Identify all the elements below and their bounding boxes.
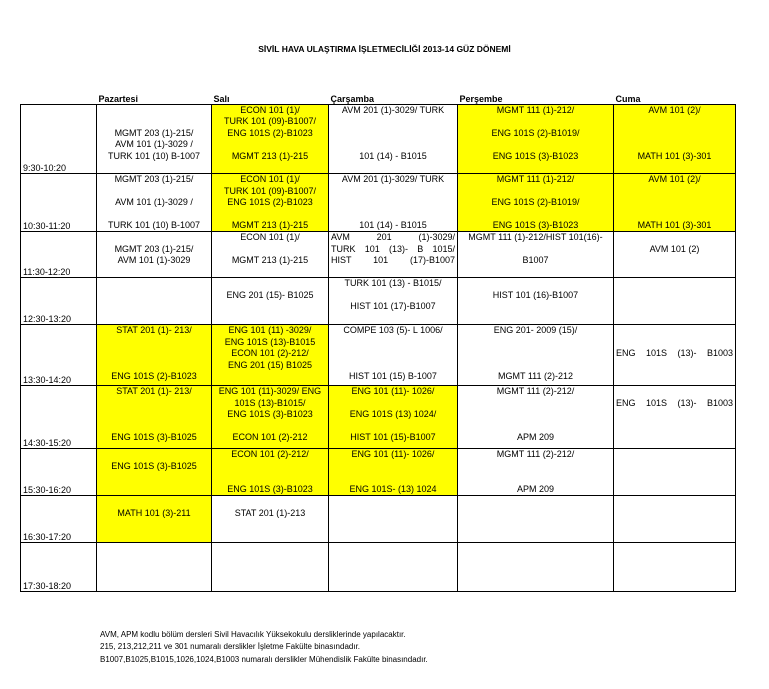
course-cell-wednesday (329, 449, 458, 496)
course-entry: AVM 201 (1)-3029/ (331, 232, 455, 243)
spacer (460, 348, 611, 359)
spacer (99, 105, 209, 116)
course-entry: MGMT 203 (1)-215/ (114, 243, 194, 254)
spacer (616, 290, 733, 301)
course-entry: TURK 101 (10) B-1007 (107, 150, 201, 161)
course-entry: STAT 201 (1)- 213/ (116, 386, 192, 397)
spacer (460, 421, 611, 432)
course-entry: MATH 101 (3)-301 (637, 150, 712, 161)
course-cell-wednesday (329, 325, 458, 386)
course-entry: ENG 101S (3)-B1023 (492, 220, 579, 230)
course-cell-monday (97, 105, 212, 174)
day-header-monday: Pazartesi (98, 94, 139, 104)
course-cell-monday (97, 543, 212, 592)
spacer (99, 337, 209, 348)
spacer (460, 519, 611, 530)
spacer (616, 139, 733, 150)
spacer (99, 531, 209, 542)
course-cell-thursday (458, 449, 614, 496)
spacer (460, 398, 611, 409)
spacer (616, 432, 733, 443)
course-entry: AVM 101 (2)/ (648, 174, 701, 185)
course-entry: AVM 101 (1)-3029 / (115, 197, 193, 208)
spacer (460, 496, 611, 507)
course-entry: ENG 201 (15)- B1025 (226, 289, 314, 300)
course-cell-wednesday (329, 386, 458, 449)
spacer (460, 508, 611, 519)
time-slot-row (21, 174, 736, 232)
time-slot-label: 13:30-14:20 (21, 325, 97, 386)
spacer (99, 313, 209, 324)
day-header-tuesday: Salı (213, 94, 230, 104)
course-entry: ENG 101S (3)-B1023 (227, 483, 313, 494)
spacer (331, 531, 455, 542)
course-cell-wednesday (329, 174, 458, 232)
spacer (99, 543, 209, 554)
course-cell-wednesday (329, 543, 458, 592)
spacer (331, 508, 455, 519)
spacer (99, 278, 209, 289)
course-cell-tuesday (212, 232, 329, 278)
spacer (331, 519, 455, 530)
spacer (99, 186, 209, 197)
spacer (616, 371, 733, 382)
spacer (214, 244, 326, 255)
course-entry: ECON 101 (2)-212/ (231, 449, 309, 460)
course-entry: AVM 101 (1)-3029 / (115, 139, 193, 150)
course-entry: STAT 201 (1)-213 (234, 507, 306, 518)
course-entry: HIST 101 (15) B-1007 (349, 371, 437, 381)
course-entry: HIST 101 (17)-B1007 (350, 301, 436, 312)
spacer (99, 519, 209, 530)
course-entry: TURK 101 (13) - B1015/ (344, 278, 442, 289)
course-entry: APM 209 (516, 483, 555, 494)
course-entry: MATH 101 (3)-301 (637, 219, 712, 230)
schedule-table (20, 94, 736, 592)
course-entry: MGMT 213 (1)-215 (231, 220, 309, 231)
course-entry: HIST 101 (17)-B1007 (331, 255, 455, 266)
time-slot-label: 14:30-15:20 (21, 386, 97, 449)
spacer (616, 409, 733, 420)
spacer (616, 519, 733, 530)
spacer (331, 139, 455, 150)
spacer (214, 278, 326, 289)
spacer (214, 301, 326, 312)
page-title: SİVİL HAVA ULAŞTIRMA İŞLETMECİLİĞİ 2013-14 GÜZ DÖNEMİ (258, 44, 511, 54)
course-entry: STAT 201 (1)- 213/ (116, 325, 192, 336)
course-cell-thursday (458, 232, 614, 278)
spacer (214, 209, 326, 220)
course-entry: MGMT 213 (1)-215 (231, 255, 309, 266)
course-cell-tuesday (212, 325, 329, 386)
spacer (616, 484, 733, 495)
footnotes (100, 629, 428, 666)
course-entry: AVM 101 (1)-3029 (117, 255, 191, 266)
course-entry: ENG 101S (2)-B1023 (227, 127, 313, 138)
course-cell-monday (97, 325, 212, 386)
course-cell-thursday (458, 496, 614, 543)
course-cell-tuesday (212, 386, 329, 449)
course-entry: MGMT 203 (1)-215/ (114, 174, 194, 185)
spacer (99, 484, 209, 495)
spacer (616, 128, 733, 139)
spacer (616, 162, 733, 173)
course-entry: B1007 (522, 255, 549, 266)
course-cell-friday (614, 325, 736, 386)
course-entry: ECON 101 (2)-212/ (231, 348, 309, 359)
course-cell-monday (97, 232, 212, 278)
time-slot-row (21, 278, 736, 325)
course-entry: MATH 101 (3)-211 (117, 507, 191, 518)
spacer (460, 543, 611, 554)
spacer (99, 360, 209, 371)
spacer (99, 348, 209, 359)
spacer (99, 301, 209, 312)
spacer (214, 496, 326, 507)
time-slot-label: 10:30-11:20 (21, 174, 97, 232)
spacer (214, 421, 326, 432)
spacer (331, 197, 455, 208)
spacer (214, 313, 326, 324)
course-entry: AVM 201 (1)-3029/ TURK (341, 105, 445, 115)
time-slot-label: 17:30-18:20 (21, 543, 97, 592)
spacer (331, 472, 455, 483)
spacer (331, 348, 455, 359)
course-cell-thursday (458, 325, 614, 386)
course-entry: ENG 101S (2)-B1023 (227, 197, 313, 208)
time-slot-row (21, 543, 736, 592)
spacer (99, 472, 209, 483)
time-slot-row (21, 496, 736, 543)
spacer (214, 543, 326, 554)
course-entry: ENG 101S (13)- B1003 (616, 348, 733, 359)
course-entry: MGMT 111 (1)-212/ (496, 105, 575, 115)
spacer (99, 421, 209, 432)
spacer (331, 313, 455, 324)
course-entry: MGMT 213 (1)-215 (231, 150, 309, 161)
spacer (460, 244, 611, 255)
spacer (214, 472, 326, 483)
course-entry: ENG 101S (13) 1024/ (349, 409, 437, 420)
course-entry: ENG 101S (13)- B1003 (616, 397, 733, 408)
spacer (99, 209, 209, 220)
spacer (460, 186, 611, 197)
course-entry: 101S (13)-B1015/ (234, 397, 306, 408)
spacer (616, 472, 733, 483)
course-entry: TURK 101 (13)- B 1015/ (331, 243, 455, 254)
spacer (331, 421, 455, 432)
course-entry: 101 (14) - B1015 (359, 150, 427, 161)
spacer (460, 301, 611, 312)
spacer (99, 449, 209, 460)
time-slot-label: 16:30-17:20 (21, 496, 97, 543)
course-cell-monday (97, 278, 212, 325)
course-entry: TURK 101 (09)-B1007/ (223, 116, 317, 127)
course-entry: ENG 101S (13)-B1015 (224, 336, 316, 347)
spacer (616, 197, 733, 208)
spacer (331, 186, 455, 197)
course-cell-monday (97, 449, 212, 496)
course-entry: TURK 101 (10) B-1007 (107, 220, 201, 230)
course-cell-friday (614, 449, 736, 496)
spacer (99, 290, 209, 301)
spacer (460, 313, 611, 324)
day-header-wednesday: Çarşamba (330, 94, 375, 104)
spacer (460, 278, 611, 289)
spacer (616, 449, 733, 460)
course-entry: MGMT 111 (2)-212 (497, 371, 574, 381)
spacer (331, 128, 455, 139)
course-cell-thursday (458, 278, 614, 325)
course-cell-wednesday (329, 232, 458, 278)
course-cell-friday (614, 105, 736, 174)
course-entry: 101 (14) - B1015 (359, 219, 427, 230)
time-slot-label: 15:30-16:20 (21, 449, 97, 496)
spacer (214, 162, 326, 173)
course-entry: ECON 101 (1)/ (240, 232, 300, 243)
spacer (616, 543, 733, 554)
spacer (616, 232, 733, 243)
course-cell-friday (614, 386, 736, 449)
spacer (616, 301, 733, 312)
course-entry: MGMT 111 (1)-212/ (496, 174, 575, 185)
course-entry: MGMT 203 (1)-215/ (114, 127, 194, 138)
course-cell-thursday (458, 174, 614, 232)
spacer (331, 162, 455, 173)
course-entry: AVM 201 (1)-3029/ TURK (341, 174, 445, 185)
course-entry: TURK 101 (09)-B1007/ (223, 185, 317, 196)
spacer (616, 255, 733, 266)
spacer (616, 186, 733, 197)
spacer (331, 209, 455, 220)
spacer (616, 421, 733, 432)
spacer (616, 337, 733, 348)
spacer (99, 162, 209, 173)
course-cell-monday (97, 496, 212, 543)
course-cell-tuesday (212, 449, 329, 496)
spacer (460, 162, 611, 173)
spacer (616, 386, 733, 397)
time-slot-row (21, 325, 736, 386)
course-cell-wednesday (329, 105, 458, 174)
spacer (460, 472, 611, 483)
course-cell-thursday (458, 386, 614, 449)
time-slot-label: 9:30-10:20 (21, 105, 97, 174)
spacer (616, 508, 733, 519)
day-header-thursday: Perşembe (459, 94, 503, 104)
spacer (99, 232, 209, 243)
spacer (214, 519, 326, 530)
course-cell-thursday (458, 543, 614, 592)
course-entry: AVM 101 (2) (649, 243, 700, 254)
spacer (616, 496, 733, 507)
course-entry: ENG 101 (11) -3029/ (228, 325, 312, 336)
spacer (214, 461, 326, 472)
day-header-row (21, 94, 736, 105)
course-cell-friday (614, 174, 736, 232)
course-entry: ENG 101S (3)-B1023 (227, 409, 313, 420)
course-entry: ENG 101S (3)-B1025 (111, 460, 197, 471)
spacer (616, 278, 733, 289)
time-slot-label: 11:30-12:20 (21, 232, 97, 278)
course-entry: ENG 201 (15) B1025 (227, 359, 313, 370)
time-slot-row (21, 449, 736, 496)
spacer (214, 531, 326, 542)
course-entry: ENG 101S (2)-B1019/ (491, 197, 580, 208)
time-slot-row (21, 105, 736, 174)
spacer (460, 337, 611, 348)
course-cell-tuesday (212, 105, 329, 174)
course-cell-monday (97, 386, 212, 449)
course-cell-wednesday (329, 496, 458, 543)
course-entry: ENG 101S (2)-B1019/ (491, 127, 580, 138)
spacer (331, 290, 455, 301)
time-slot-row (21, 386, 736, 449)
course-entry: ENG 201- 2009 (15)/ (493, 325, 578, 336)
course-cell-wednesday (329, 278, 458, 325)
spacer (331, 461, 455, 472)
course-entry: ENG 101 (11)- 1026/ (351, 386, 435, 397)
spacer (616, 325, 733, 336)
course-entry: ENG 101S (2)-B1023 (111, 371, 197, 381)
course-entry: ENG 101 (11)-3029/ ENG (218, 386, 322, 397)
course-cell-monday (97, 174, 212, 232)
spacer (331, 360, 455, 371)
time-slot-label: 12:30-13:20 (21, 278, 97, 325)
spacer (616, 209, 733, 220)
course-cell-tuesday (212, 543, 329, 592)
course-cell-friday (614, 278, 736, 325)
spacer (616, 116, 733, 127)
course-entry: HIST 101 (15)-B1007 (350, 432, 436, 443)
spacer (331, 116, 455, 127)
spacer (331, 337, 455, 348)
course-entry: HIST 101 (16)-B1007 (492, 289, 579, 300)
time-header (21, 94, 97, 105)
course-cell-friday (614, 496, 736, 543)
course-cell-friday (614, 543, 736, 592)
course-entry: ENG 101S (3)-B1025 (111, 432, 197, 442)
spacer (460, 116, 611, 127)
course-entry: ECON 101 (1)/ (240, 105, 300, 115)
course-entry: ECON 101 (1)/ (240, 174, 300, 185)
spacer (99, 496, 209, 507)
course-entry: ENG 101S- (13) 1024 (349, 483, 437, 494)
spacer (99, 398, 209, 409)
spacer (616, 313, 733, 324)
spacer (460, 531, 611, 542)
spacer (460, 209, 611, 220)
course-entry: ECON 101 (2)-212 (232, 432, 308, 443)
course-entry: ENG 101S (3)-B1023 (492, 150, 579, 161)
spacer (460, 461, 611, 472)
spacer (214, 139, 326, 150)
spacer (99, 116, 209, 127)
day-header-friday: Cuma (615, 94, 641, 104)
course-entry: COMPE 103 (5)- L 1006/ (343, 325, 443, 336)
footnote-line: 215, 213,212,211 ve 301 numaralı derslikler İşletme Fakülte binasındadır. (100, 642, 361, 652)
course-entry: ENG 101 (11)- 1026/ (351, 449, 435, 460)
course-entry: APM 209 (516, 432, 555, 442)
course-entry: MGMT 111 (1)-212/HIST 101(16)- (468, 232, 603, 243)
spacer (99, 409, 209, 420)
spacer (460, 360, 611, 371)
course-cell-thursday (458, 105, 614, 174)
spacer (460, 139, 611, 150)
spacer (616, 461, 733, 472)
course-cell-friday (614, 232, 736, 278)
time-slot-row (21, 232, 736, 278)
course-entry: AVM 101 (2)/ (648, 105, 701, 115)
footnote-line: AVM, APM kodlu bölüm dersleri Sivil Havacılık Yüksekokulu dersliklerinde yapılacaktır. (100, 630, 406, 639)
spacer (460, 409, 611, 420)
course-cell-tuesday (212, 174, 329, 232)
spacer (616, 360, 733, 371)
course-cell-tuesday (212, 278, 329, 325)
spacer (331, 398, 455, 409)
spacer (331, 496, 455, 507)
spacer (616, 531, 733, 542)
course-cell-tuesday (212, 496, 329, 543)
spacer (331, 543, 455, 554)
course-entry: MGMT 111 (2)-212/ (496, 449, 575, 460)
footnote-line: B1007,B1025,B1015,1026,1024,B1003 numaralı derslikler Mühendislik Fakülte binasındadır. (100, 654, 428, 664)
course-entry: MGMT 111 (2)-212/ (496, 386, 575, 397)
